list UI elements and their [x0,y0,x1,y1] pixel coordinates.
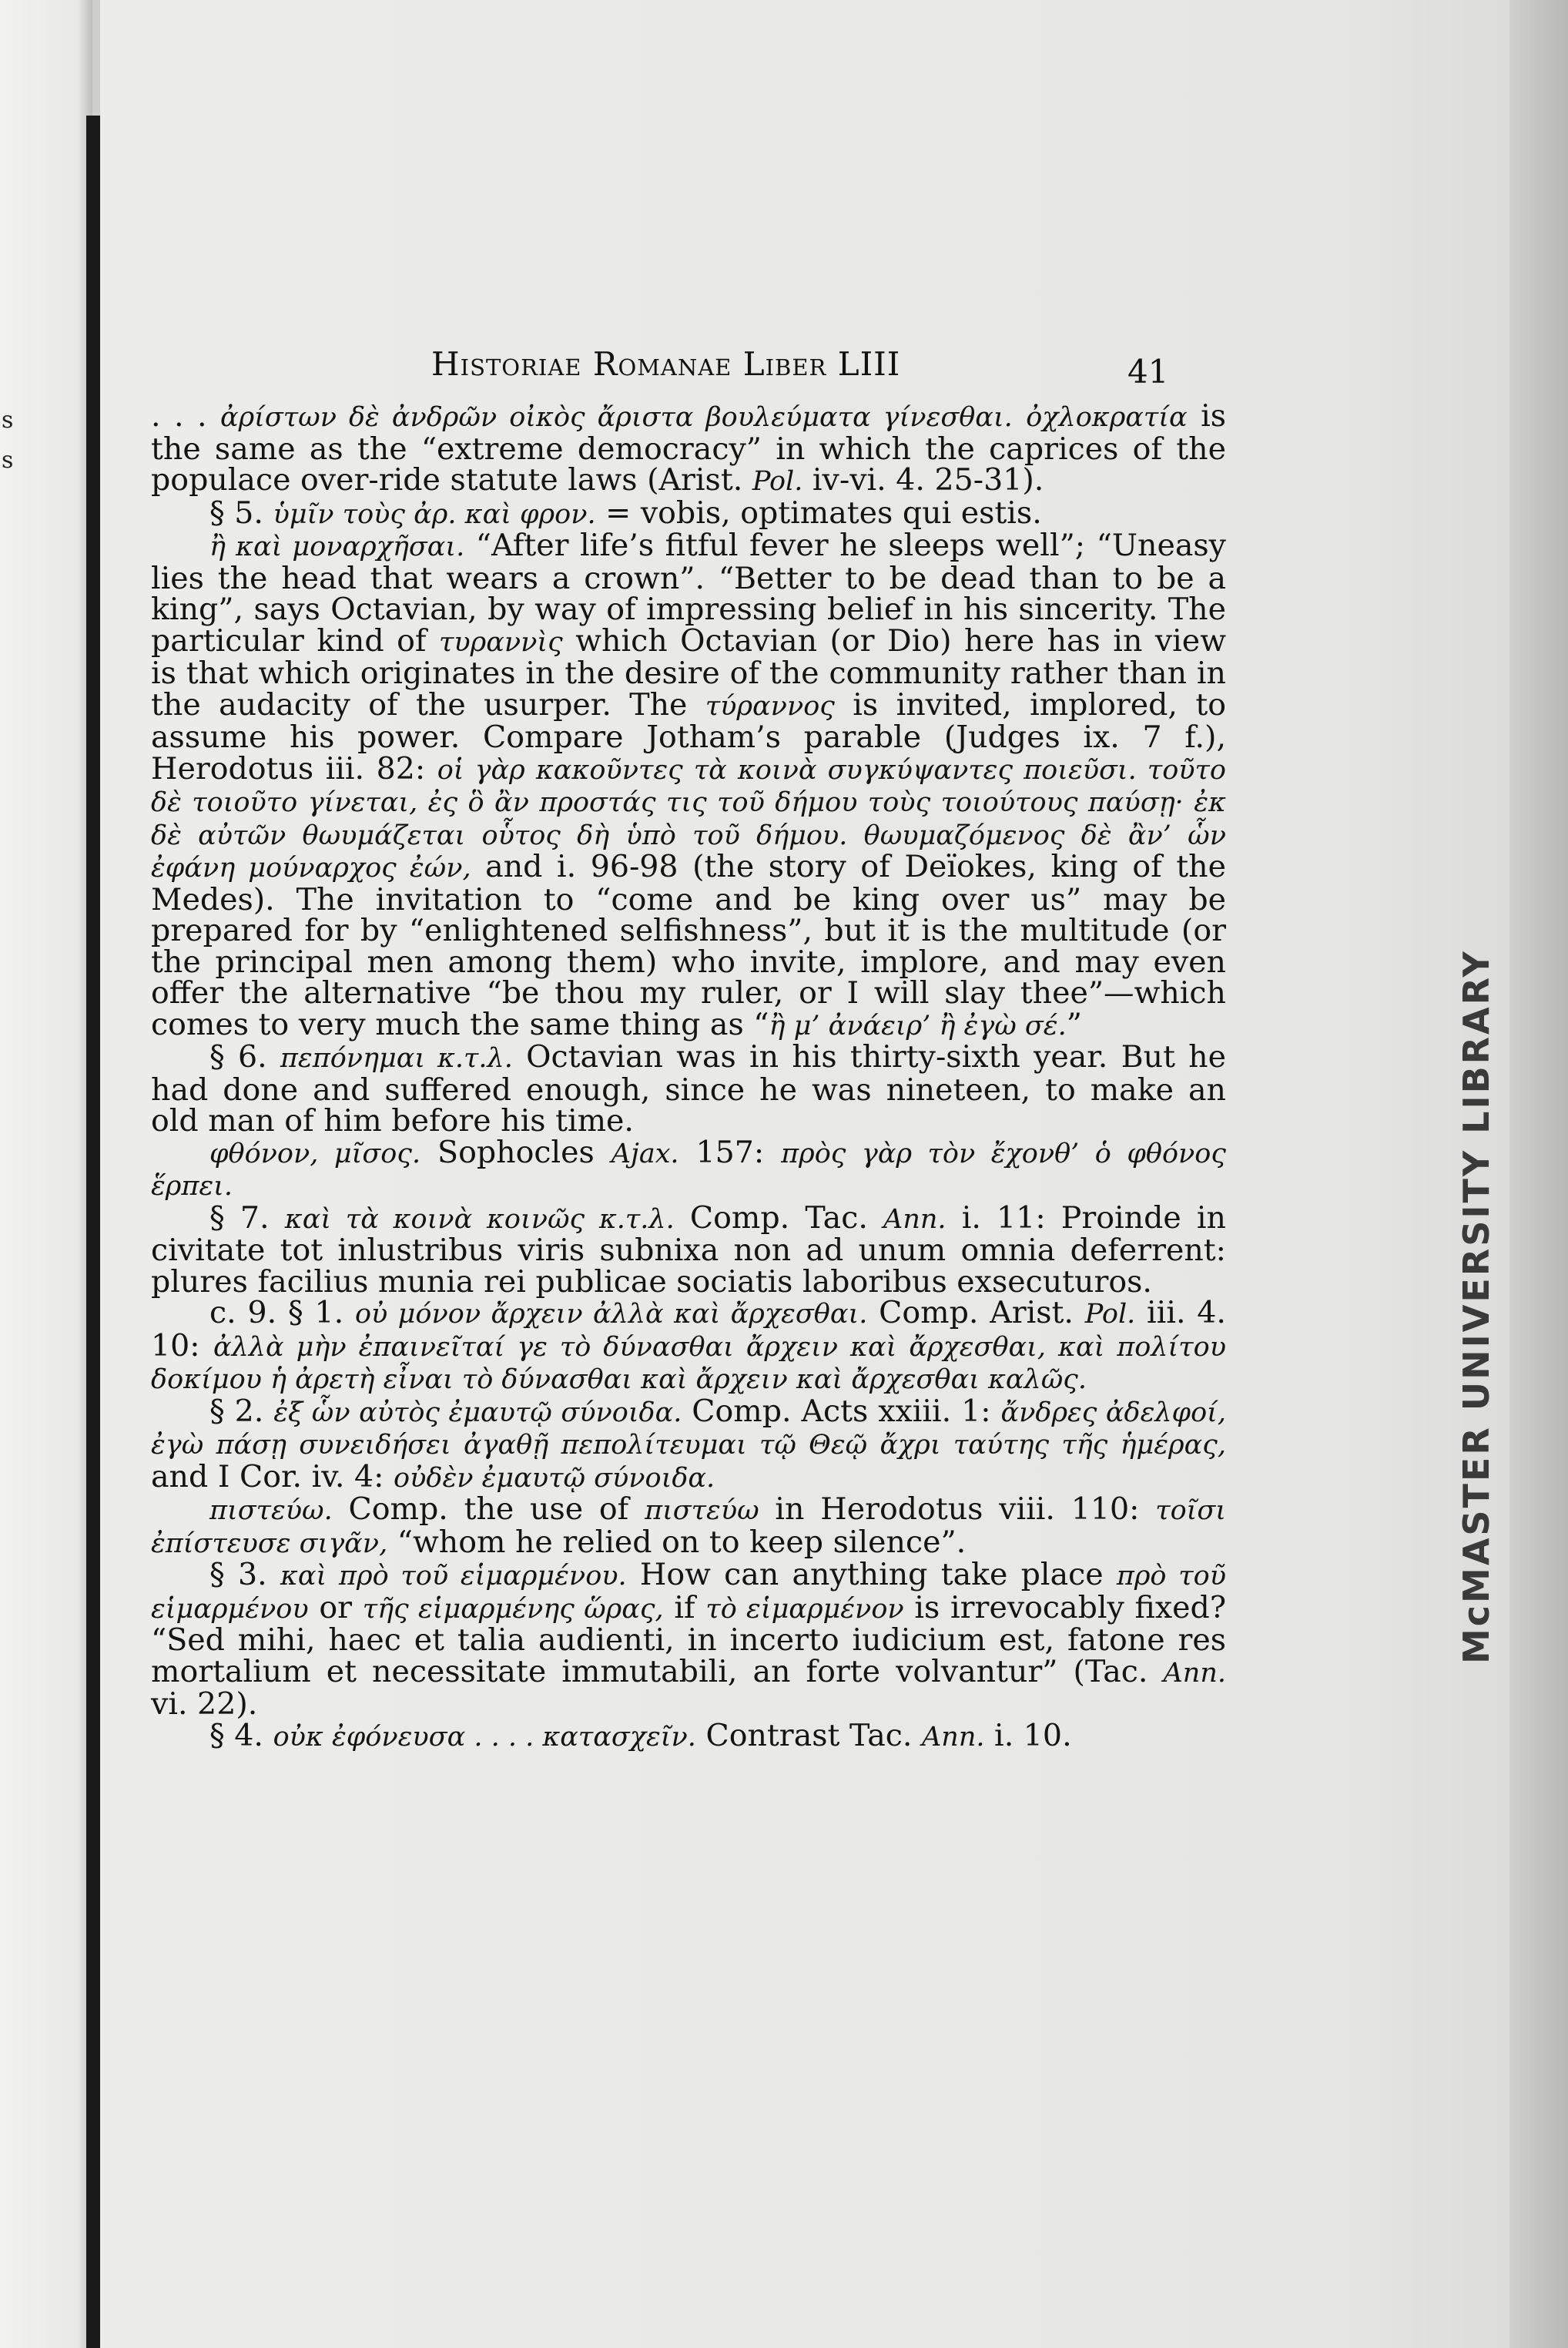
scan-mark: s [2,407,14,434]
english-text: Comp. Arist. [867,1295,1085,1330]
page-number: 41 [1127,353,1169,391]
greek-quotation: τυραννὶς [439,626,563,658]
note-paragraph [151,1297,1226,1396]
greek-quotation: τῆς εἱμαρμένης ὥρας, [362,1593,664,1625]
greek-quotation: καὶ τὰ κοινὰ κοινῶς κ.τ.λ. [284,1203,675,1235]
english-text: § 3. [209,1557,280,1592]
note-paragraph [151,495,1226,531]
english-text: 157: [678,1134,782,1170]
greek-quotation: οἱ γὰρ κακοῦντες τὰ κοινὰ συγκύψαντες ποιεῦσι. τοῦτο δὲ τοιοῦτο γίνεται, ἐς ὃ ἂν προστάς τις τοῦ δήμου τοὺς τοιούτους παύσῃ· ἐκ δὲ αὐτῶν θωυμάζεται οὗτος δὴ ὑπὸ τοῦ δήμου. θωυμαζόμενος δὲ ἂν’ ὧν ἐφάνη μούναρχος ἐών, [151,754,1226,884]
english-text: is invited, implored, to assume his power. Compare Jotham’s parable (Judges ix. 7 f.), Herodotus iii. 82: [151,686,1226,787]
note-paragraph [151,1134,1226,1203]
english-text: § 2. [209,1393,274,1429]
english-text: i. 11: Proinde in civitate tot inlustribus viris subnixa non ad unum omnia deferrent: plures facilius munia rei publicae sociatis laboribus exsecuturos. [151,1199,1226,1300]
greek-quotation: ἀρίστων δὲ ἀνδρῶν οἰκὸς ἄριστα βουλεύματα γίνεσθαι. [219,402,1013,433]
english-text: = vobis, optimates qui estis. [595,495,1042,531]
english-text: iv-vi. 4. 25-31). [802,462,1044,498]
greek-quotation: φθόνον, μῖσος. [209,1138,421,1169]
greek-quotation: τύραννος [705,690,835,722]
note-paragraph [151,1717,1226,1753]
english-text [1013,398,1026,434]
scan-mark: s [2,447,14,474]
gutter-shadow [86,116,100,2348]
greek-quotation: τοῖσι ἐπίστευσε σιγᾶν, [151,1495,1226,1559]
commentary-text [151,398,1227,1753]
greek-quotation: πιστεύω [645,1495,759,1526]
greek-quotation: ἢ μ’ ἀνάειρ’ ἢ ἐγὼ σέ. [769,1010,1067,1042]
note-paragraph [151,1559,1226,1720]
greek-quotation: οὐδὲν ἐμαυτῷ σύνοιδα. [394,1462,715,1494]
greek-quotation: Pol. [752,466,803,497]
english-text: and I Cor. iv. 4: [151,1458,394,1494]
greek-quotation: καὶ πρὸ τοῦ εἱμαρμένου. [280,1561,627,1592]
greek-quotation: πρὸς γὰρ τὸν ἔχονθ’ ὁ φθόνος ἕρπει. [151,1138,1226,1202]
greek-quotation: τὸ εἱμαρμένον [705,1593,904,1625]
greek-quotation: Ann. [1163,1657,1226,1689]
note-paragraph [151,1039,1226,1139]
english-text: Comp. Acts xxiii. 1: [682,1393,1001,1429]
greek-quotation: ἐξ ὧν αὐτὸς ἐμαυτῷ σύνοιδα. [273,1397,682,1428]
greek-quotation: Pol. [1084,1299,1136,1330]
note-paragraph [151,398,1226,498]
english-text: Comp. Tac. [674,1199,884,1236]
note-paragraph [151,1491,1226,1560]
note-paragraph [151,1199,1226,1300]
note-paragraph [151,530,1226,1042]
facing-page-margin [0,0,92,2348]
english-text: vi. 22). [151,1686,258,1722]
english-text: ” [1066,1006,1082,1042]
english-text: or [308,1589,363,1625]
english-text: Contrast Tac. [695,1717,923,1753]
english-text: c. 9. § 1. [209,1295,355,1330]
english-text: Comp. the use of [332,1491,645,1527]
greek-quotation: ἢ καὶ μοναρχῆσαι. [209,532,465,562]
english-text: iii. 4. 10: [151,1295,1226,1364]
english-text: § 5. [209,495,273,531]
english-text: § 6. [209,1039,280,1075]
english-text: and i. 96-98 (the story of Deïokes, king of the Medes). The invitation to “come and be king over us” may be prepared for by “enlightened selfishness”, but it is the multitude (or the principal men among them) who invite, implore, and may even offer the alternative “be thou my ruler, or I will slay thee”—which comes to very much the same thing as “ [151,849,1226,1042]
english-text: is the same as the “extreme democracy” in which the caprices of the populace over-ride statute laws (Arist. [151,398,1226,498]
greek-quotation: πιστεύω. [209,1495,333,1526]
greek-quotation: Ann. [883,1203,946,1235]
greek-quotation: Ajax. [611,1138,679,1169]
english-text: How can anything take place [626,1557,1117,1592]
english-text: i. 10. [984,1717,1072,1753]
page-edge [1509,0,1568,2348]
greek-quotation: ὀχλοκρατία [1026,402,1188,433]
english-text: is irrevocably fixed? “Sed mihi, haec et talia audienti, in incerto iudicium est, fatone res mortalium et necessitate immutabili, an forte volvantur” (Tac. [151,1589,1227,1689]
english-text: in Herodotus viii. 110: [759,1491,1156,1527]
english-text: “After life’s fitful fever he sleeps well”; “Uneasy lies the head that wears a crown”. “Better to be dead than to be a king”, says Octavian, by way of impressing belief in his sincerity. The particular kind of [151,528,1227,659]
greek-quotation: ἀλλὰ μὴν ἐπαινεῖταί γε τὸ δύνασθαι ἄρχειν καὶ ἄρχεσθαι, καὶ πολίτου δοκίμου ἡ ἀρετὴ εἶναι τὸ δύνασθαι καὶ ἄρχειν καὶ ἄρχεσθαι καλῶς. [151,1331,1226,1395]
greek-quotation: Ann. [922,1721,985,1753]
greek-quotation: πρὸ τοῦ εἱμαρμένου [151,1561,1226,1625]
running-head: Historiae Romanae Liber LIII [431,345,901,383]
greek-quotation: οὐ μόνον ἄρχειν ἀλλὰ καὶ ἄρχεσθαι. [354,1299,868,1330]
english-text: which Octavian (or Dio) here has in view is that which originates in the desire of the community rather than in the audacity of the usurper. The [151,622,1226,723]
greek-quotation: ὑμῖν τοὺς ἀρ. καὶ φρον. [273,498,596,530]
library-stamp: McMASTER UNIVERSITY LIBRARY [1456,949,1497,1664]
english-text: Octavian was in his thirty-sixth year. But he had done and suffered enough, since he was nineteen, to make an old man of him before his time. [151,1039,1226,1139]
english-text: § 4. [209,1717,273,1753]
greek-quotation: ἄνδρες ἀδελφοί, ἐγὼ πάσῃ συνειδήσει ἀγαθῇ πεπολίτευμαι τῷ Θεῷ ἄχρι ταύτης τῆς ἡμέρας, [151,1397,1226,1461]
note-paragraph [151,1393,1226,1494]
greek-quotation: πεπόνημαι κ.τ.λ. [280,1043,513,1074]
english-text: if [663,1589,706,1625]
english-text: . . . [151,398,220,434]
greek-quotation: οὐκ ἐφόνευσα . . . . κατασχεῖν. [273,1721,696,1753]
english-text: § 7. [209,1199,285,1236]
english-text: Sophocles [420,1134,611,1170]
english-text: “whom he relied on to keep silence”. [387,1524,967,1560]
